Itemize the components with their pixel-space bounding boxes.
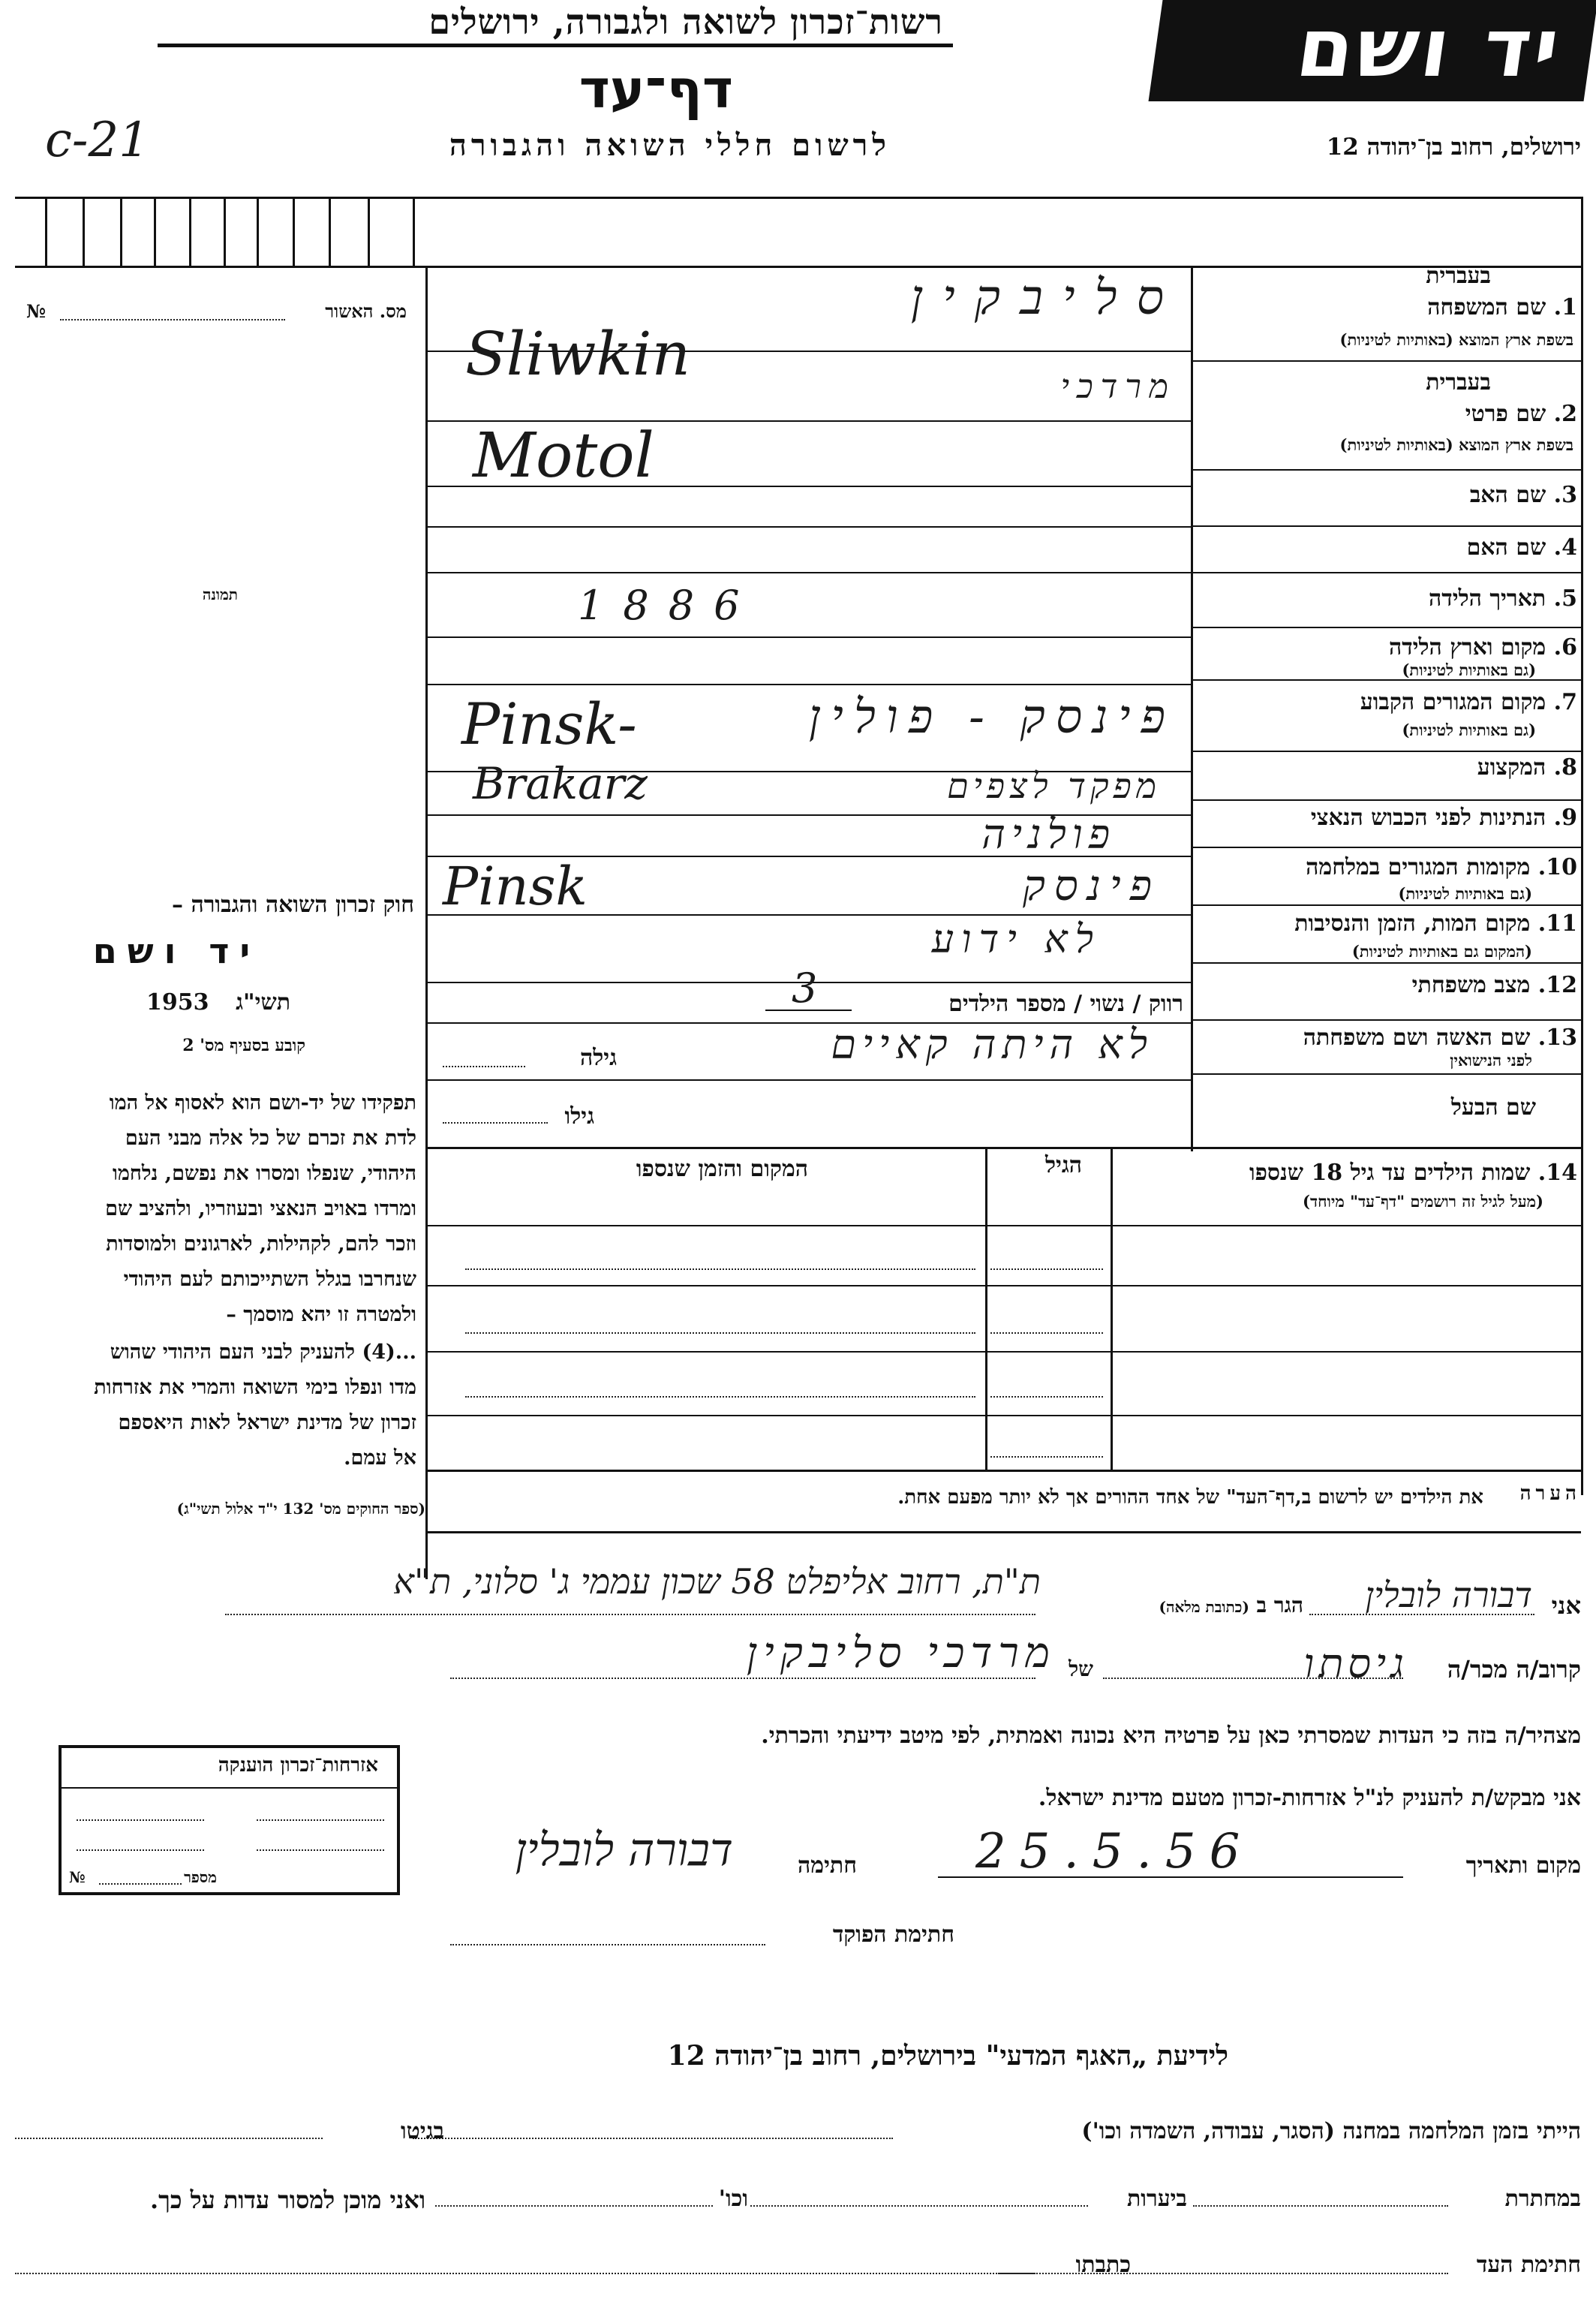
relation-of: של: [1069, 1657, 1093, 1681]
declaration-resides-in: הגר ב (כתובת מלאה): [1159, 1593, 1303, 1617]
citizenship-box: [59, 1745, 400, 1895]
family-status-options: רווק / נשוי / מספר הילדים: [948, 991, 1183, 1017]
children-table-top: [425, 1147, 1581, 1149]
field-5-label: 5. תאריך הלידה: [1429, 585, 1577, 612]
footer-ghetto: בגיטו: [400, 2118, 444, 2144]
field-2-label: 2. שם פרטי: [1465, 401, 1577, 427]
law-reference: (ספר החוקים מס' 132 י"ד אלול תשי"ג): [176, 1500, 425, 1518]
field-3-label: 3. שם האב: [1469, 482, 1577, 508]
first-name-hebrew-value: מרדכי: [1060, 368, 1176, 406]
field-11-label: 11. מקום המות, הזמן והנסיבות: [1294, 910, 1577, 937]
footer-forests: ביערות: [1126, 2186, 1187, 2212]
husband-name-label: שם הבעל: [1450, 1094, 1536, 1121]
logo-text: יד ושם: [1291, 2, 1568, 95]
signature-label: חתימה: [798, 1852, 857, 1879]
footer-testimony-offer: ואני מוכן למסור עדות על כך.: [149, 2186, 425, 2214]
note-text: את הילדים יש לרשום ב,דף־העד" של אחד ההורים אך לא יותר מפעם אחת.: [897, 1486, 1483, 1509]
field-2-hebrew-tag: בעברית: [1426, 369, 1491, 396]
surname-latin-value: Sliwkin: [465, 319, 691, 389]
field-7-sub: (גם באותיות לטיניות): [1402, 721, 1536, 739]
declarant-name: דבורה לובלין: [1365, 1575, 1532, 1615]
declaration-prefix: אני: [1551, 1591, 1581, 1620]
form-subtitle: לרשום חללי השואה והגבורה: [449, 128, 891, 163]
approval-label: מס. האשור: [325, 300, 407, 322]
labels-divider: [1191, 266, 1193, 1151]
law-year: 1953: [146, 989, 209, 1016]
field-10-label: 10. מקומות המגורים במלחמה: [1306, 854, 1577, 880]
children-count-value: 3: [792, 964, 818, 1012]
photo-label: תמונה: [202, 585, 238, 603]
right-border: [1581, 197, 1583, 1495]
residence-hebrew-value: פינסק - פולין: [808, 689, 1176, 744]
place-date-label: מקום ותאריך: [1465, 1852, 1581, 1879]
children-place-header: המקום והזמן שנספו: [636, 1156, 808, 1182]
yad-vashem-logo: [1149, 0, 1596, 101]
footer-witness-signature: חתימת העד: [1476, 2252, 1581, 2278]
citizenship-request: אני מבקש/ת להעניק לנ"ל אזרחות-זכרון מטעם מדינת ישראל.: [1038, 1785, 1581, 1811]
citizenship-number-label: מספר: [184, 1868, 217, 1886]
law-year-heb: תשי"ג: [236, 989, 290, 1016]
law-section: קובע בסעיף מס' 2: [182, 1036, 305, 1055]
field-6-label: 6. מקום וארץ הלידה: [1388, 634, 1577, 661]
note-label: הערה: [1519, 1482, 1581, 1505]
footer-etc: וכו': [718, 2186, 748, 2212]
field-6-sub: (גם באותיות לטיניות): [1402, 661, 1536, 679]
nationality-value: פולניה: [981, 811, 1116, 858]
death-place-value: לא ידוע: [931, 917, 1101, 962]
authority-underline: [158, 44, 953, 47]
profession-hebrew-value: מפקד לצפים: [947, 766, 1161, 806]
children-age-header: הגיל: [1044, 1152, 1082, 1178]
husband-age-label: גילו: [564, 1103, 594, 1130]
surname-hebrew-value: סליבקין: [910, 270, 1183, 326]
wife-age-label: גילה: [579, 1045, 617, 1071]
field-11-sub: (המקום גם באותיות לטיניות): [1351, 942, 1532, 961]
field-9-label: 9. הנתינות לפני הכבוש הנאצי: [1310, 805, 1577, 831]
law-title: חוק זכרון השואה והגבורה –: [172, 892, 414, 918]
law-logo: יד ושם: [92, 931, 260, 971]
footer-camp-line: הייתי בזמן המלחמה במחנה (הסגר, עבודה, השמדה וכו'): [1081, 2118, 1581, 2144]
field-10-sub: (גם באותיות לטיניות): [1398, 884, 1532, 903]
field-7-label: 7. מקום המגורים הקבוע: [1360, 689, 1577, 715]
officer-signature-label: חתימת הפוקד: [832, 1921, 954, 1948]
relation-value: גיסתו: [1303, 1640, 1408, 1687]
wartime-residence-latin-value: Pinsk: [443, 856, 588, 917]
tick-box-rule: [15, 266, 1583, 268]
date-value: 25.5.56: [975, 1824, 1254, 1879]
approval-number-sign: №: [26, 300, 47, 322]
tick-boxes: [45, 197, 420, 266]
declaration-statement: מצהיר/ה בזה כי העדות שמסרתי כאן על פרטיה היא נכונה ואמתית, לפי מיטב ידיעתי והכרתי.: [761, 1723, 1581, 1749]
footer-underground: במחתרת: [1504, 2186, 1581, 2212]
field-1-hebrew-tag: בעברית: [1426, 263, 1491, 289]
address: ירושלים, רחוב בן־יהודה 12: [1326, 134, 1581, 161]
authority-name: רשות־זכרון לשואה ולגבורה, ירושלים: [428, 2, 943, 42]
wife-name-value: לא היתה קאיים: [831, 1021, 1153, 1068]
wartime-residence-hebrew-value: פינסק: [1022, 862, 1161, 910]
citizenship-number-sign: №: [69, 1868, 86, 1886]
first-name-latin-value: Motol: [473, 420, 654, 492]
field-13-label: 13. שם האשה ושם משפחתה: [1303, 1025, 1577, 1051]
residence-latin-value: Pinsk-: [461, 691, 637, 757]
field-8-label: 8. המקצוע: [1477, 754, 1577, 781]
file-mark: c-21: [45, 113, 149, 168]
footer-title: לידיעת „האגף המדעי" בירושלים, רחוב בן־יהודה 12: [667, 2040, 1228, 2072]
sidebar-divider: [425, 266, 428, 1579]
field-13-sub: לפני הנישואין: [1450, 1051, 1532, 1070]
field-4-label: 4. שם האם: [1466, 534, 1577, 561]
note-rule: [425, 1531, 1581, 1533]
victim-name: מרדכי סליבקין: [746, 1629, 1056, 1678]
law-text-2: ...(4) להעניק לבני העם היהודי שהוש מדו ונפלו בימי השואה והמרי את אזרחות זכרון של מדינת ישראל לאות היאספם אל עמם.: [94, 1341, 416, 1470]
profession-latin-value: Brakarz: [473, 758, 648, 809]
signature-value: דבורה לובלין: [515, 1824, 733, 1876]
form-title: דף־עד: [579, 59, 733, 120]
citizenship-title: אזרחות־זכרון הוענקה: [218, 1754, 378, 1777]
field-1-sub: בשפת ארץ המוצא (באותיות לטיניות): [1339, 330, 1573, 349]
declarant-address: ת"ת, רחוב אליפלט 58 שכון עממי ג' סלוני, ת"א: [393, 1561, 1041, 1602]
field-14-label: 14. שמות הילדים עד גיל 18 שנספו: [1249, 1160, 1577, 1186]
law-text: תפקידו של יד-ושם הוא לאסוף אל המו לדת את זכרם של כל אלה מבני העם היהודי, שנפלו ומסרו את נפשם, נלחמו ומרדו באויב הנאצי ובעוזריו, ולהציב שם וזכר להם, לקהילות, לארגונים ולמוסדות שנחרבו בגלל השתייכותם לעם היהודי ולמטרה זו יהא מוסמך –: [105, 1091, 416, 1326]
footer-address: כתבתו: [1075, 2252, 1131, 2278]
field-2-sub: בשפת ארץ המוצא (באותיות לטיניות): [1339, 435, 1573, 454]
field-14-sub: (מעל לגיל זה רושמים "דף־עד" מיוחד): [1303, 1192, 1543, 1211]
field-1-label: 1. שם המשפחה: [1427, 294, 1577, 320]
relation-label: קרוב/ה מכר/ה: [1447, 1655, 1581, 1684]
birth-date-value: 1886: [578, 582, 759, 629]
field-12-label: 12. מצב משפחתי: [1411, 972, 1577, 998]
